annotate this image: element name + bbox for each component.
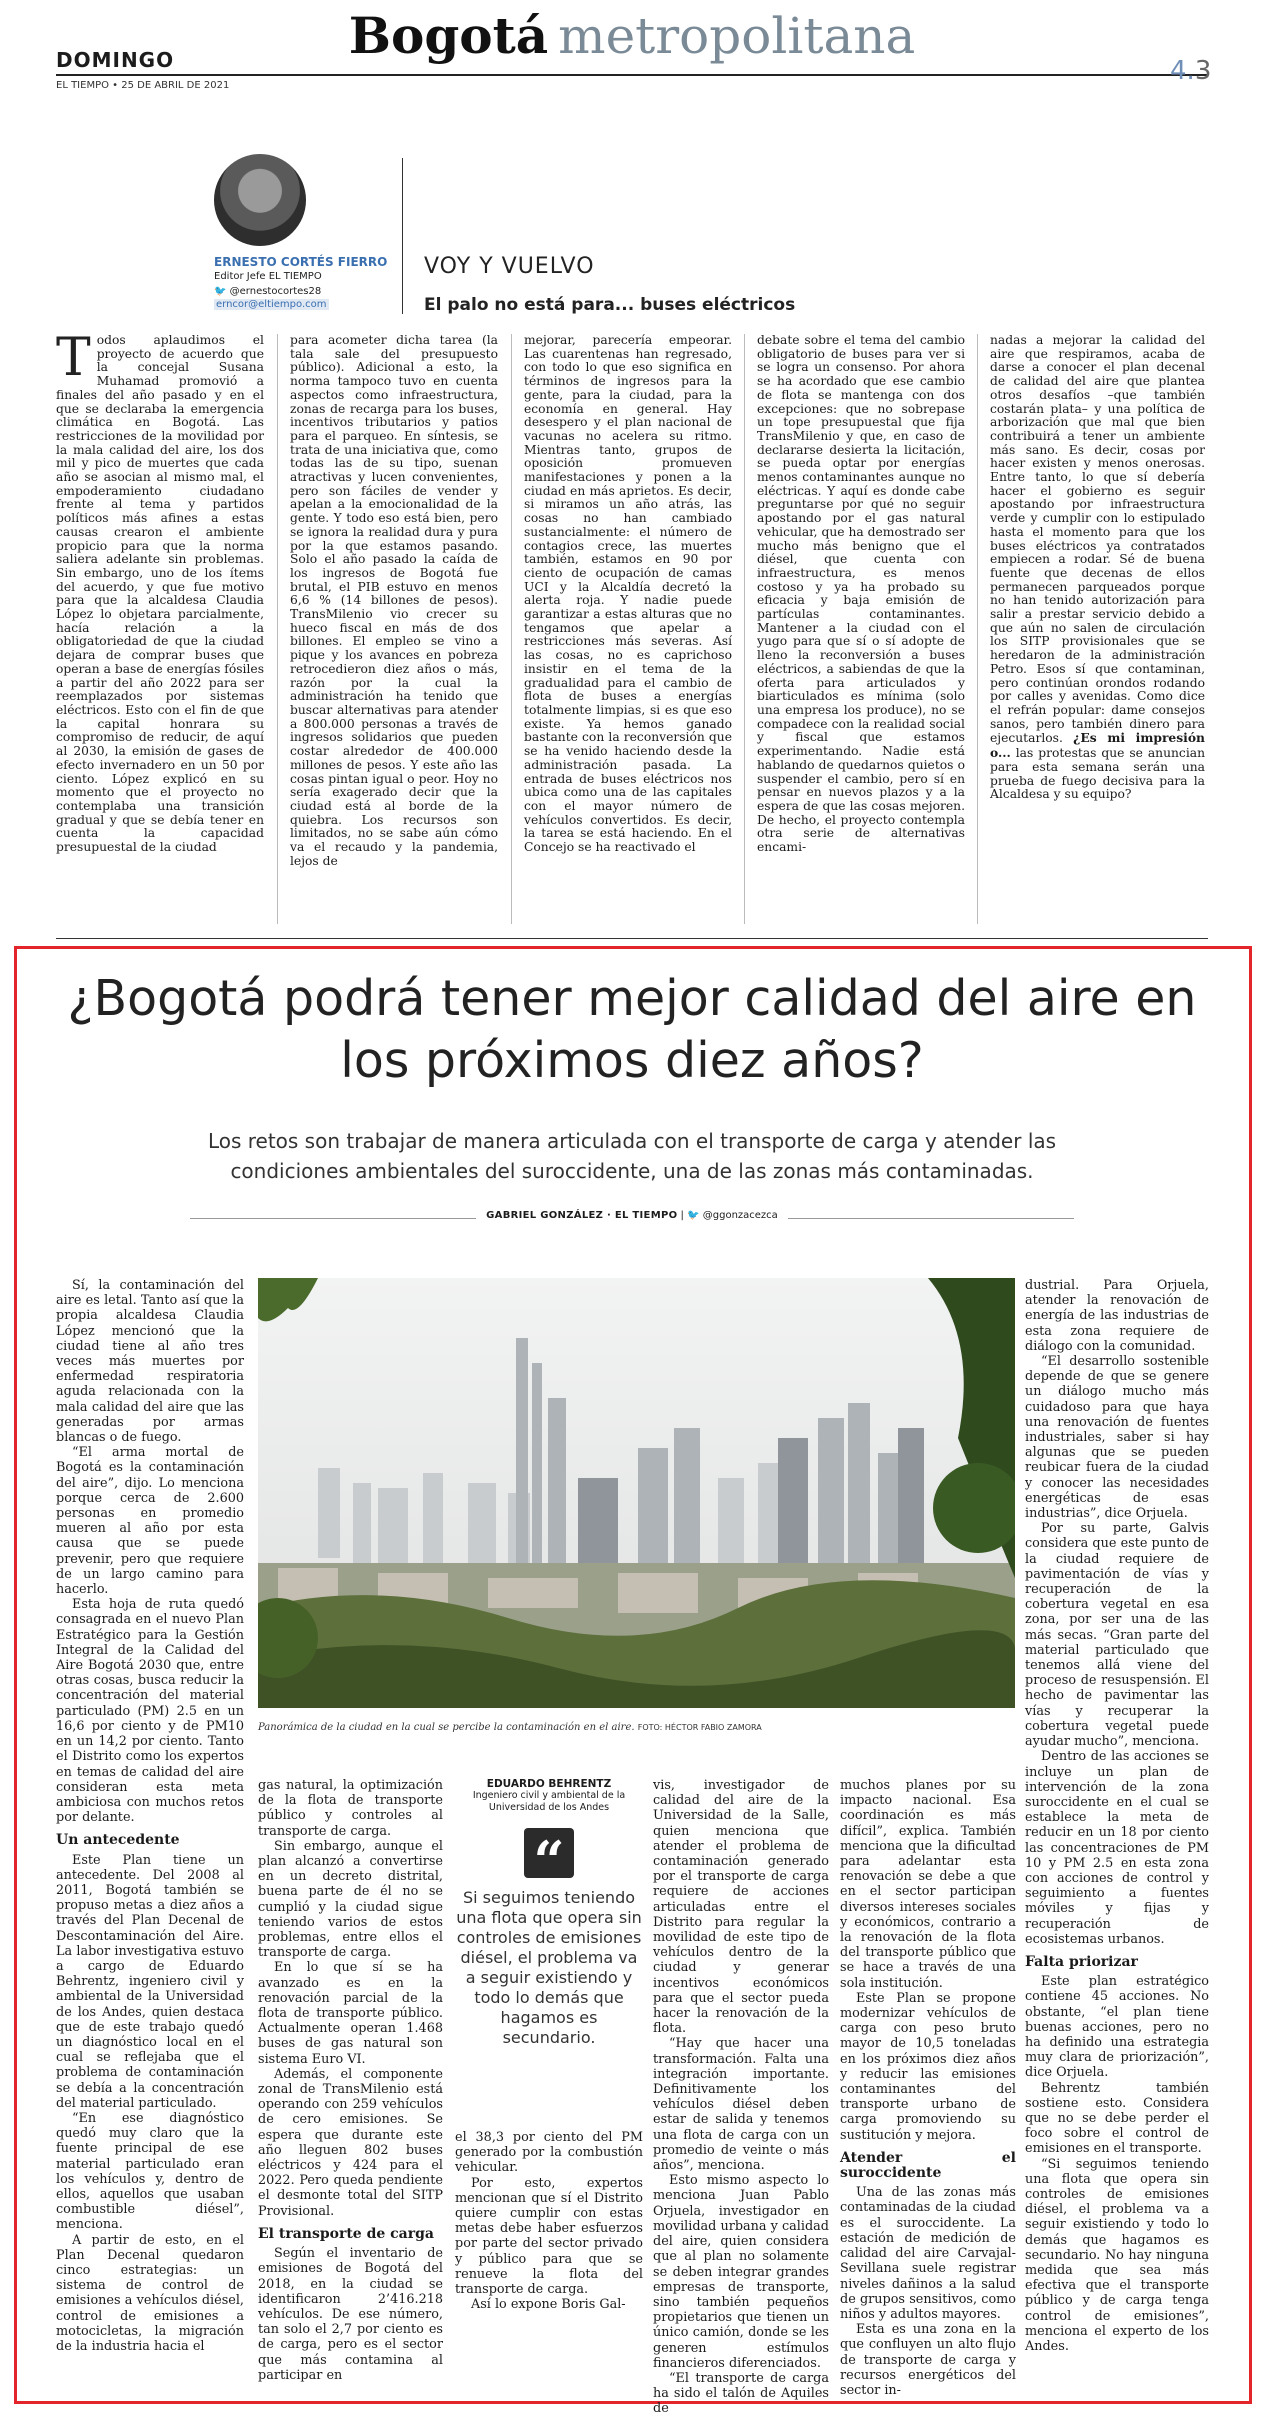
article-title: ¿Bogotá podrá tener mejor calidad del aire en los próximos diez años? (67, 970, 1197, 1089)
paragraph: Según el inventario de emisiones de Bogotá del 2018, en la ciudad se identificaron 2’416.218 vehículos. De ese número, tan solo el 2,7 por ciento es de carga, pero es el sector que más contamina al participar en (258, 2246, 443, 2383)
opinion-column-5 (990, 334, 1205, 802)
byline-author: GABRIEL GONZÁLEZ · EL TIEMPO (486, 1210, 678, 1221)
section-title (0, 6, 1264, 66)
column-divider (277, 334, 278, 924)
page-number (1170, 56, 1211, 86)
page-index: 3 (1194, 56, 1212, 86)
paragraph: Este Plan se propone modernizar vehículos de carga con peso bruto mayor de 10,5 toneladas en los próximos diez años y reducir las emisiones contaminantes del transporte urbano de carga promoviendo su sustitución y mejora. (840, 1990, 1016, 2143)
article-column-1-top (56, 1278, 244, 2354)
columnist-divider (402, 158, 403, 314)
paragraph: “Si seguimos teniendo una flota que opera sin controles de emisiones diésel, el problema va a seguir existiendo y todo lo demás que hagamos es secundario. No hay ninguna medida que sea más efectiva que el transporte público y de carga tenga control de emisiones”, menciona el experto de los Andes. (1025, 2156, 1209, 2355)
article-subtitle: Los retos son trabajar de manera articulada con el transporte de carga y atender las condiciones ambientales del suroccidente, una de las zonas más contaminadas. (207, 1129, 1057, 1183)
column-divider (977, 334, 978, 924)
paragraph: vis, investigador de calidad del aire de la Universidad de la Salle, quien menciona que atender el problema de contaminación generado por el transporte de carga requiere de acciones articuladas entre el Distrito para regular la movilidad de este tipo de vehículos dentro de la ciudad y generar incentivos económicos para que el sector pueda hacer la renovación de la flota. (653, 1778, 829, 2037)
column-divider (511, 334, 512, 924)
quote-author-role: Ingeniero civil y ambiental de la Universidad de los Andes (472, 1790, 626, 1813)
twitter-icon: 🐦 (687, 1210, 700, 1221)
opinion-column-2: para acometer dicha tarea (la tala sale del presupuesto público). Adicional a esto, la norma tampoco tuvo en cuenta aspectos como infraestructura, zonas de recarga para los buses, incentivos tributarios y patios para el parqueo. En síntesis, se trata de una iniciativa que, como todas las de su tipo, suenan atractivas y lucen convenientes, pero son fáciles de vender y apelan a la emocionalidad de la gente. Y todo eso está bien, pero se ignora la realidad dura y pura por la que estamos pasando. Solo el año pasado la caída de los ingresos de Bogotá fue brutal, el PIB estuvo en menos 6,6 % (14 billones de pesos). TransMilenio vio crecer su hueco fiscal en más de dos billones. El empleo se vino a pique y los avances en pobreza retrocedieron diez años o más, razón por la cual la administración ha tenido que buscar alternativas para atender a 800.000 personas a través de ingresos solidarios que pueden costar alrededor de 400.000 millones de pesos. Y este año las cosas pintan igual o peor. Hoy no sería exagerado decir que la ciudad está al borde de la quiebra. Los recursos son limitados, no se sabe aún cómo va el recaudo y la pandemia, lejos de (290, 333, 498, 868)
dropcap: T (56, 328, 91, 388)
avatar (214, 154, 306, 246)
header-rule (56, 74, 1208, 76)
opinion-title: El palo no está para... buses eléctricos (424, 295, 796, 315)
paragraph: Este plan estratégico contiene 45 acciones. No obstante, “el plan tiene buenas acciones, pero no ha definido una estrategia muy clara de priorización”, dice Orjuela. (1025, 1974, 1209, 2081)
paragraph: “En ese diagnóstico quedó muy claro que la fuente principal de ese material particulado eran los vehículos y, dentro de ellos, aquellos que usaban combustible diésel”, menciona. (56, 2110, 244, 2233)
paragraph: Este Plan tiene un antecedente. Del 2008 al 2011, Bogotá también se propuso metas a diez años a través del Plan Decenal de Descontaminación del Aire. La labor investigativa estuvo a cargo de Eduardo Behrentz, ingeniero civil y ambiental de la Universidad de los Andes, quien destaca que de este trabajo quedó un diagnóstico local en el cual se reflejaba que el problema de contaminación se debía a la concentración del material particulado. (56, 1852, 244, 2111)
columnist-email[interactable]: erncor@eltiempo.com (216, 299, 327, 310)
pull-quote (455, 1778, 643, 2048)
column-divider (744, 334, 745, 924)
paragraph: Dentro de las acciones se incluye un plan de intervención de la zona suroccidente en el cual se establece la meta de reducir en un 18 por ciento las concentraciones de PM 10 y PM 2.5 en esta zona con acciones de control y seguimiento a fuentes móviles y fijas y recuperación de ecosistemas urbanos. (1025, 1749, 1209, 1947)
subheading: El transporte de carga (258, 2225, 434, 2242)
paragraph: En lo que sí se ha avanzado es en la renovación parcial de la flota de transporte público. Actualmente operan 1.468 buses de gas natural son sistema Euro VI. (258, 1960, 443, 2067)
article-column-5 (840, 1778, 1016, 2398)
quote-icon: “ (524, 1828, 574, 1878)
paragraph: “El arma mortal de Bogotá es la contaminación del aire”, dijo. Lo menciona porque cerca de 2.600 personas en promedio mueren al año por esta causa que se puede prevenir, pero que requiere de un largo camino para hacerlo. (56, 1445, 244, 1598)
subheading: Un antecedente (56, 1832, 180, 1849)
article-column-4 (653, 1778, 829, 2417)
paragraph: Sin embargo, aunque el plan alcanzó a convertirse en un decreto distrital, buena parte de él no se cumplió y la ciudad sigue teniendo varios de estos problemas, entre ellos el transporte de carga. (258, 1838, 443, 1961)
paragraph: “El desarrollo sostenible depende de que se genere un diálogo mucho más cuidadoso para que haya una renovación de fuentes industriales, saber si hay algunas que se pueden reubicar fuera de la ciudad y conocer las necesidades energéticas de esas industrias”, dice Orjuela. (1025, 1354, 1209, 1522)
paragraph: Por su parte, Galvis considera que este punto de la ciudad requiere de pavimentación de vías y recuperación de la cobertura vegetal en esa zona, por ser una de las más secas. “Gran parte del material particulado que tenemos allá viene del proceso de resuspensión. El hecho de pavimentar las vías y recuperar la cobertura vegetal puede ayudar mucho”, menciona. (1025, 1521, 1209, 1750)
paragraph: el 38,3 por ciento del PM generado por la combustión vehicular. (455, 2130, 643, 2176)
paragraph: “El transporte de carga ha sido el talón de Aquiles de (653, 2370, 829, 2417)
article-column-6 (1025, 1278, 1209, 2354)
subheading: Atender el suroccidente (840, 2149, 1016, 2182)
paragraph: dustrial. Para Orjuela, atender la renovación de energía de las industrias de esta zona requiere de diálogo con la comunidad. (1025, 1278, 1209, 1354)
opinion-highlight: ¿Es mi impresión o... (990, 730, 1205, 761)
paragraph: Esta es una zona en la que confluyen un alto flujo de transporte de carga y recursos energéticos del sector in- (840, 2322, 1016, 2398)
paragraph: A partir de esto, en el Plan Decenal quedaron cinco estrategias: un sistema de control de emisiones a vehículos diésel, control de emisiones a motocicletas, la migración de la industria hacia el (56, 2232, 244, 2355)
column-kicker: VOY Y VUELVO (424, 254, 595, 279)
article-column-2 (258, 1778, 443, 2383)
page-section: 4. (1170, 56, 1195, 86)
paragraph: “Hay que hacer una transformación. Falta una integración importante. Definitivamente los vehículos diésel deben estar de salida y tenemos una flota de carga con un promedio de veinte o más años”, menciona. (653, 2036, 829, 2174)
columnist-twitter (214, 286, 321, 297)
paragraph: Sí, la contaminación del aire es letal. Tanto así que la propia alcaldesa Claudia López mencionó que la ciudad tiene al año tres veces más muertes por enfermedad respiratoria aguda relacionada con la mala calidad del aire que las generadas por armas blancas o de fuego. (56, 1278, 244, 1446)
byline: GABRIEL GONZÁLEZ · EL TIEMPO | 🐦 @ggonzacezca (190, 1210, 1074, 1221)
opinion-column-3: mejorar, parecería empeorar. Las cuarentenas han regresado, con todo lo que eso significa en términos de ingresos para la gente, para la ciudad, para la economía en general. Hay desespero y el plan nacional de vacunas no acelera su ritmo. Mientras tanto, grupos de oposición promueven manifestaciones y ponen a la ciudad en más aprietos. Es decir, si miramos un año atrás, las cosas no han cambiado sustancialmente: el número de contagios crece, las muertes también, estamos en 90 por ciento de ocupación de camas UCI y la Alcaldía decretó la alerta roja. Y nadie puede garantizar a estas alturas que no tengamos que apelar a restricciones más severas. Así las cosas, no es caprichoso insistir en el tema de la gradualidad para el cambio de flota de buses a energías totalmente limpias, si es que eso existe. Ya hemos ganado bastante con la reconversión que se ha venido haciendo desde la administración pasada. La entrada de buses eléctricos nos ubica como una de las capitales con el mayor número de vehículos convertidos. Es decir, la tarea se está haciendo. En el Concejo se ha reactivado el (524, 333, 732, 855)
byline-twitter: @ggonzacezca (702, 1210, 778, 1221)
caption-text: Panorámica de la ciudad en la cual se percibe la contaminación en el aire. (258, 1722, 635, 1733)
opinion-column-1 (56, 328, 265, 855)
columnist-name: ERNESTO CORTÉS FIERRO (214, 255, 388, 269)
subheading: Falta priorizar (1025, 1953, 1138, 1970)
columnist-role: Editor Jefe EL TIEMPO (214, 271, 322, 282)
photo-credit: FOTO: HÉCTOR FABIO ZAMORA (637, 1723, 762, 1732)
paragraph: Una de las zonas más contaminadas de la ciudad es el suroccidente. La estación de medición de calidad del aire Carvajal-Sevillana suele registrar niveles dañinos a la salud de grupos sensitivos, como niños y adultos mayores. (840, 2185, 1016, 2322)
opinion-column-4: debate sobre el tema del cambio obligatorio de buses para ver si se logra un consenso. Por ahora se ha acordado que ese cambio de flota se mantenga con dos excepciones: que no sobrepase un tope presupuestal que fija TransMilenio y que, en caso de declararse desierta la licitación, se pueda optar por energías menos contaminantes aunque no eléctricas. Y aquí es donde cabe preguntarse por qué no seguir apostando por el gas natural vehicular, que ha demostrado ser mucho más benigno que el diésel, que cuenta con infraestructura, es menos costoso y ya ha probado su eficacia y baja emisión de partículas contaminantes. Mantener a la ciudad con el yugo para que sí o sí adopte de lleno la reconversión a buses eléctricos, a sabiendas de que la oferta para articulados y biarticulados es mínima (solo una empresa los produce), no se compadece con la realidad social y fiscal que estamos experimentando. Nadie está hablando de quedarnos quietos o suspender el cambio, pero sí en pensar en nuevos plazos y a la espera de que las cosas mejoren. De hecho, el proyecto contempla otra serie de alternativas encami- (757, 333, 965, 855)
opinion-text-1: odos aplaudimos el proyecto de acuerdo que la concejal Susana Muhamad promovió a finales del año pasado y en el que se declaraba la emergencia climática en Bogotá. Las restricciones de la movilidad por la mala calidad del aire, los dos mil y pico de muertes que cada año se asocian al mismo mal, el empoderamiento ciudadano frente al tema y partidos políticos más afines a estas causas crearon el ambiente propicio para que la norma saliera adelante sin problemas. Sin embargo, uno de los ítems del acuerdo, y que fue motivo para que la alcaldesa Claudia López lo objetara parcialmente, hacía relación a la obligatoriedad de que la ciudad dejara de comprar buses que operan a base de energías fósiles a partir del año 2022 para ser reemplazados por sistemas eléctricos. Esto con el fin de que la capital honrara su compromiso de reducir, de aquí al 2030, la emisión de gases de efecto invernadero en un 50 por ciento. López explicó en su momento que el proyecto no contemplaba una transición gradual y que se debía tener en cuenta la capacidad presupuestal de la ciudad (56, 333, 265, 855)
article-column-3 (455, 2130, 643, 2312)
paragraph: Esta hoja de ruta quedó consagrada en el nuevo Plan Estratégico para la Gestión Integral de la Calidad del Aire Bogotá 2030 que, entre otras cosas, busca reducir la concentración del material particulado (PM) 2.5 en un 16,6 por ciento y de PM10 en un 14,2 por ciento. Tanto el Distrito como los expertos en temas de calidad del aire consideran esta meta ambiciosa con muchos retos por delante. (56, 1597, 244, 1826)
city-panorama-photo (258, 1278, 1015, 1708)
photo-caption (258, 1722, 1015, 1733)
paragraph: Esto mismo aspecto lo menciona Juan Pablo Orjuela, investigador en movilidad urbana y calidad del aire, quien considera que al plan no solamente se deben integrar grandes empresas de transporte, sino también pequeños propietarios que tienen un único camión, donde se les generen estímulos financieros diferenciados. (653, 2173, 829, 2371)
paragraph: Behrentz también sostiene esto. Considera que no se debe perder el foco sobre el control de emisiones en el transporte. (1025, 2080, 1209, 2157)
day-label: DOMINGO (56, 48, 175, 72)
twitter-icon: 🐦 (214, 286, 227, 297)
opinion-text-5: nadas a mejorar la calidad del aire que respiramos, acaba de darse a conocer el plan decenal de calidad del aire que plantea otros desafíos –que también costarán plata– y una política de arborización que mal que bien contribuirá a tener un ambiente más sano. Es decir, cosas por hacer existen y menos onerosas. Entre tanto, lo que sí debería hacer el gobierno es seguir apostando por infraestructura verde y cumplir con lo estipulado hasta el momento para que los buses eléctricos ya contratados empiecen a rodar. Sé de buena fuente que decenas de ellos permanecen parqueados porque no han tenido autorización para salir a prestar servicio debido a que aún no salen de circulación los SITP provisionales que se heredaron de la administración Petro. Esos sí que contaminan, pero continúan orondos rodando por calles y avenidas. Como dice el refrán popular: dame consejos sanos, pero también dinero para ejecutarlos. (990, 333, 1205, 746)
section-title-bold: Bogotá (348, 6, 549, 65)
columnist-twitter-handle: @ernestocortes28 (229, 286, 322, 297)
quote-text: Si seguimos teniendo una flota que opera sin controles de emisiones diésel, el problema va a seguir existiendo y todo lo demás que hagamos es secundario. (456, 1888, 642, 2047)
edition-date: EL TIEMPO • 25 DE ABRIL DE 2021 (56, 80, 230, 91)
opinion-closing: las protestas que se anuncian para esta semana serán una prueba de fuego decisiva para la Alcaldesa y su equipo? (990, 746, 1205, 802)
section-title-light: metropolitana (558, 7, 916, 65)
section-separator (56, 938, 1208, 939)
city-skyline-image (258, 1278, 1015, 1708)
quote-author: EDUARDO BEHRENTZ (486, 1778, 612, 1790)
paragraph: Así lo expone Boris Gal- (471, 2297, 626, 2313)
paragraph: muchos planes por su impacto nacional. Esa coordinación es más difícil”, explica. También menciona que la dificultad para adelantar esta renovación se debe a que en el sector participan diversos intereses sociales y económicos, contrario a la renovación de la flota del transporte público que se hace a través de una sola institución. (840, 1778, 1016, 1991)
paragraph: gas natural, la optimización de la flota de transporte público y controles al transporte de carga. (258, 1778, 443, 1839)
paragraph: Además, el componente zonal de TransMilenio está operando con 259 vehículos de cero emisiones. Se espera que durante este año lleguen 802 buses eléctricos y 424 para el 2022. Pero queda pendiente el desmonte total del SITP Provisional. (258, 2066, 443, 2219)
paragraph: Por esto, expertos mencionan que sí el Distrito quiere cumplir con estas metas debe haber esfuerzos por parte del sector privado y público para que se renueve la flota del transporte de carga. (455, 2175, 643, 2298)
